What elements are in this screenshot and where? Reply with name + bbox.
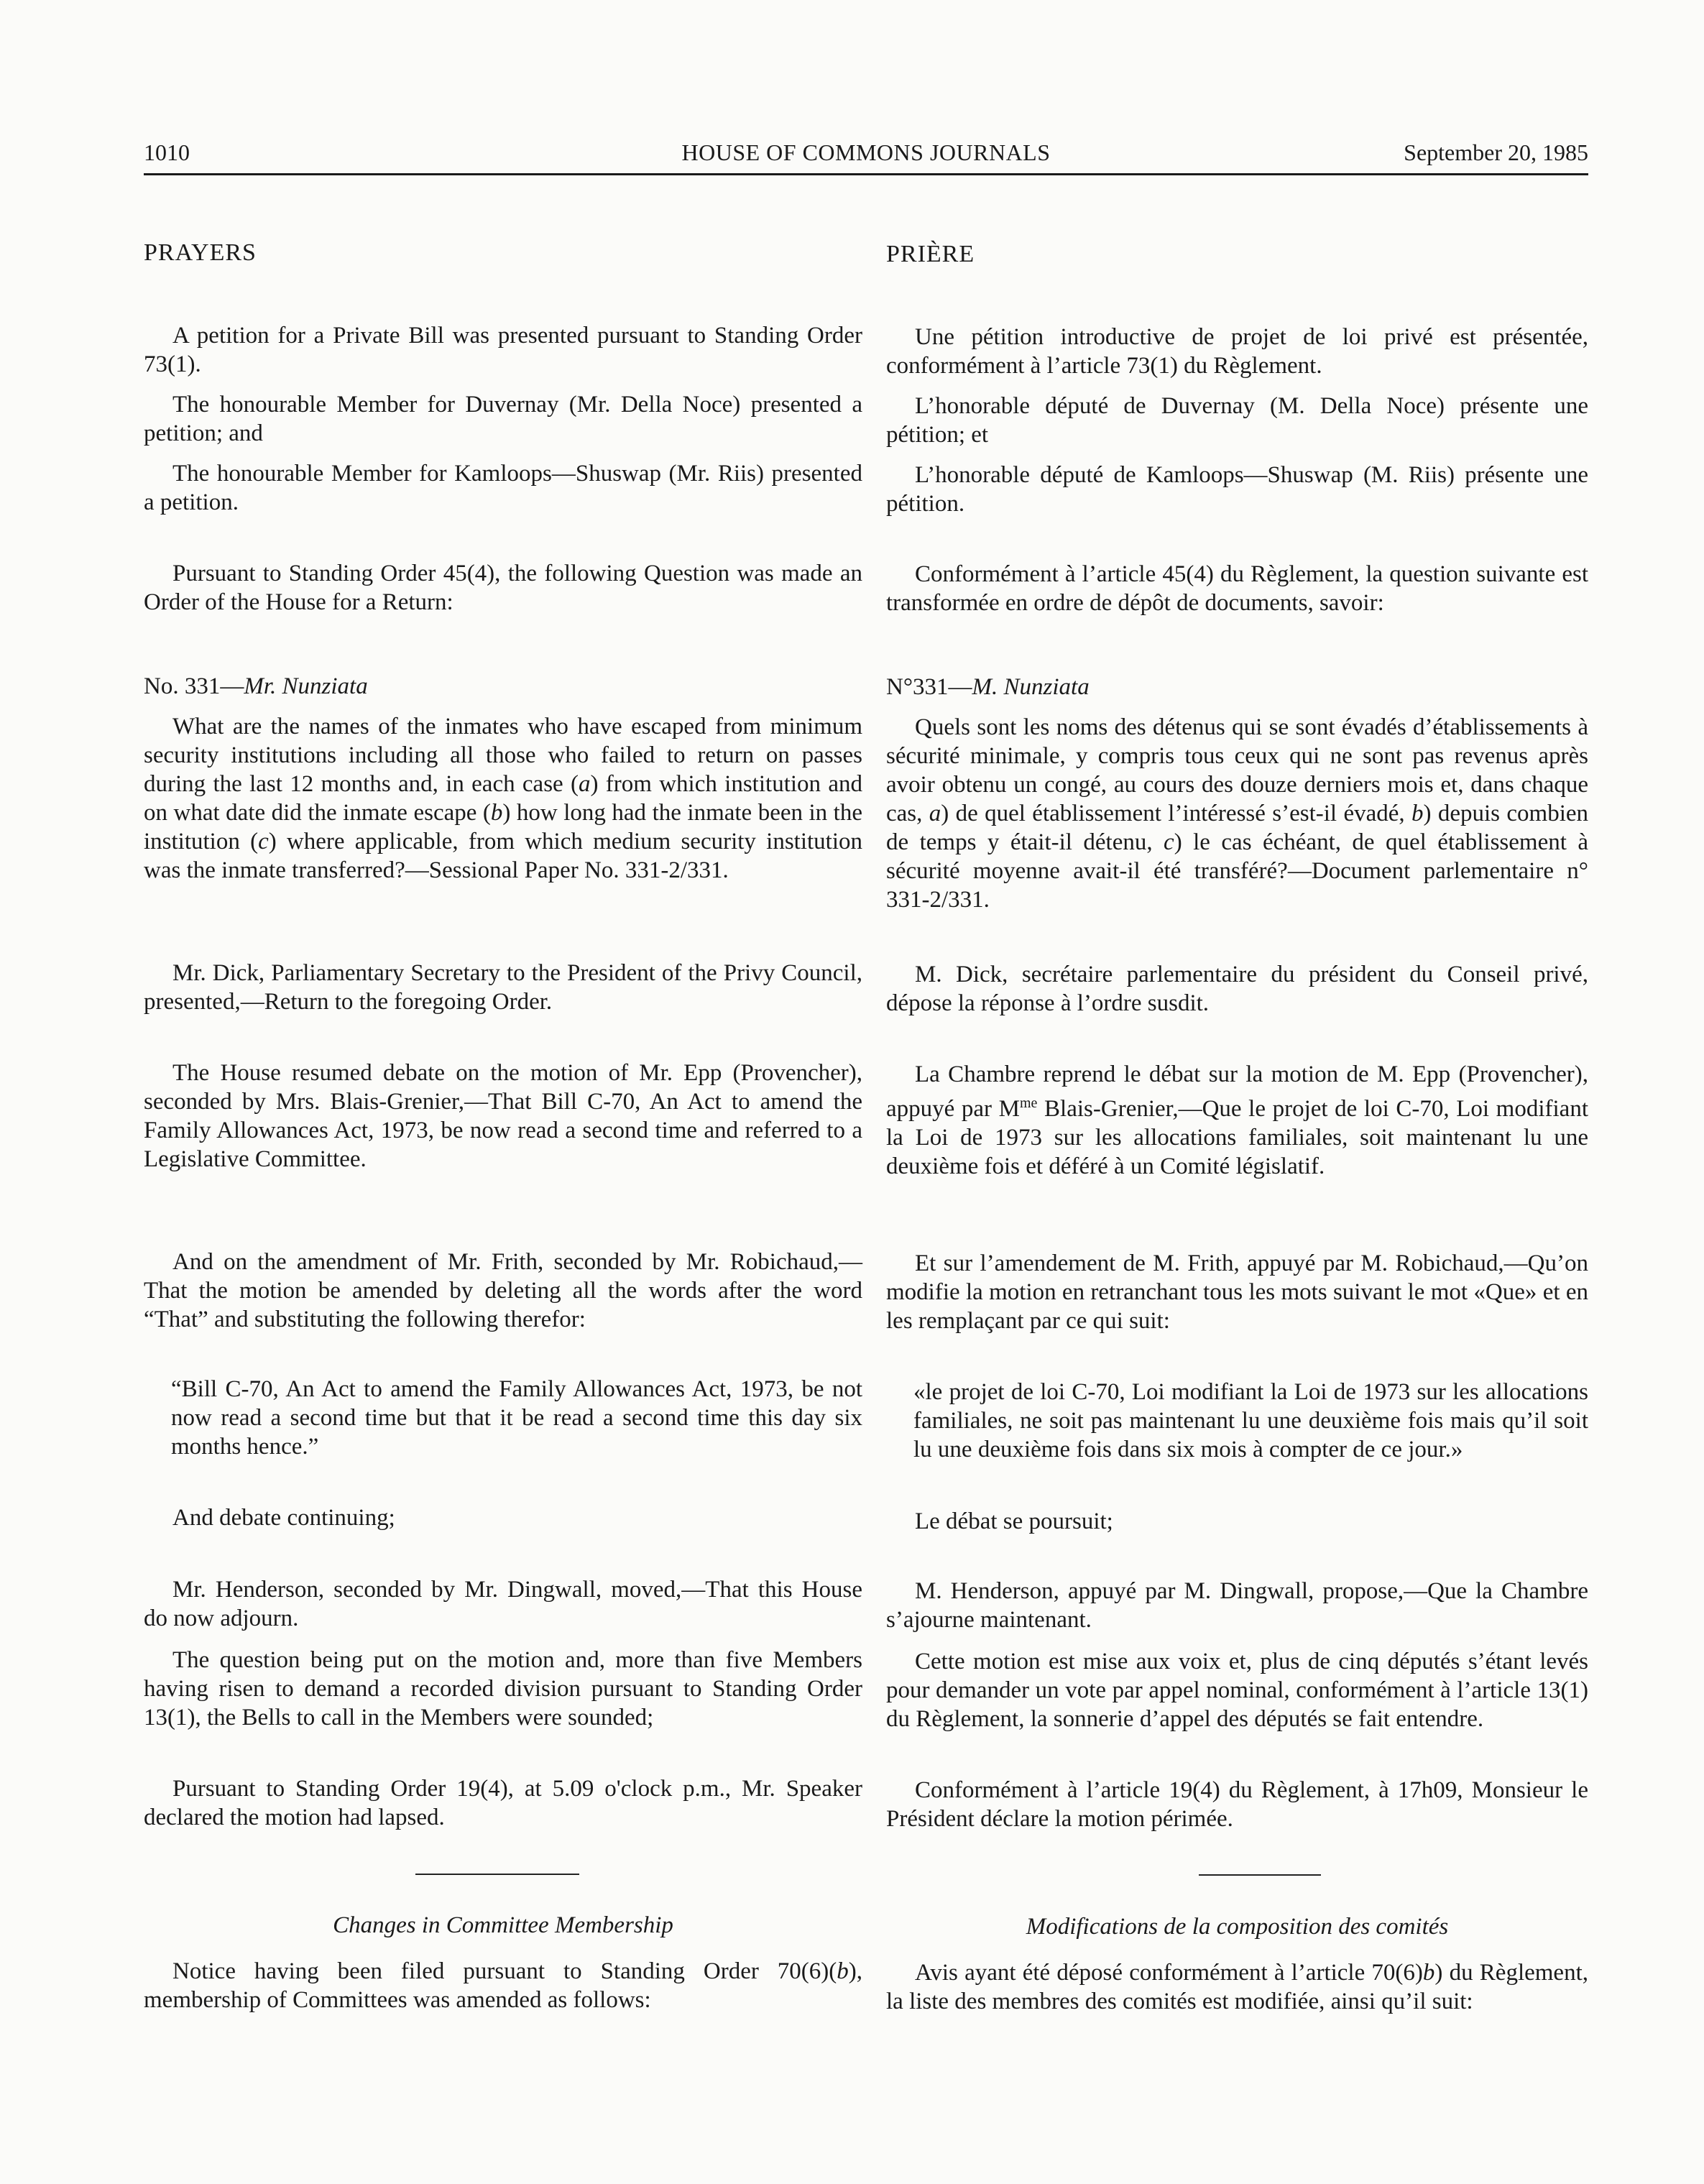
committee-title-fr: Modifications de la composition des comités	[1026, 1914, 1449, 1940]
question-text: What are the names of the inmates who have escaped from minimum security institutions including all those who failed to return on passes during the last 12 months and, in each case (a) from which institution and on what date did the inmate escape (b) how long had the inmate been in the institution (c) where applicable, from which medium security institution was the inmate transferred?—Sessional Paper No. 331-2/331.	[144, 714, 863, 883]
petition-intro-fr: Une pétition introductive de projet de loi privé est présentée, conformément à l’article 73(1) du Règlement.	[886, 324, 1588, 379]
petition-duvernay: The honourable Member for Duvernay (Mr. Della Noce) presented a petition; and	[144, 392, 862, 446]
adjourn-motion: Mr. Henderson, seconded by Mr. Dingwall, moved,—That this House do now adjourn.	[144, 1577, 862, 1631]
amendment-quote: “Bill C-70, An Act to amend the Family Allowances Act, 1973, be not now read a second time but that it be read a second time this day six months hence.”	[171, 1376, 862, 1460]
recorded-division-fr: Cette motion est mise aux voix et, plus de cinq députés s’étant levés pour demander un vote par appel nominal, conformément à l’article 13(1) du Règlement, la sonnerie d’appel des députés se fait entendre.	[886, 1649, 1588, 1732]
question-intro: Pursuant to Standing Order 45(4), the following Question was made an Order of the House for a Return:	[144, 561, 862, 615]
header-rule	[144, 173, 1588, 175]
amendment-quote-fr: «le projet de loi C-70, Loi modifiant la Loi de 1973 sur les allocations familiales, ne soit pas maintenant lu une deuxième fois mais qu’il soit lu une deuxième fois dans six mois à compter de ce jour.»	[913, 1379, 1588, 1462]
petition-intro: A petition for a Private Bill was presented pursuant to Standing Order 73(1).	[144, 323, 862, 377]
page-header	[144, 139, 1588, 171]
debate-continuing-fr: Le débat se poursuit;	[915, 1508, 1113, 1534]
section-heading-priere: PRIÈRE	[886, 241, 975, 267]
motion-lapsed: Pursuant to Standing Order 19(4), at 5.09 o'clock p.m., Mr. Speaker declared the motion had lapsed.	[144, 1776, 862, 1830]
question-number-fr: N°331—M. Nunziata	[886, 674, 1090, 700]
petition-kamloops: The honourable Member for Kamloops—Shuswap (Mr. Riis) presented a petition.	[144, 461, 862, 515]
question-intro-fr: Conformément à l’article 45(4) du Règlement, la question suivante est transformée en ordre de dépôt de documents, savoir:	[886, 561, 1588, 616]
committee-notice-fr: Avis ayant été déposé conformément à l’article 70(6)b) du Règlement, la liste des membres des comités est modifiée, ainsi qu’il suit:	[886, 1960, 1588, 2014]
committee-notice: Notice having been filed pursuant to Standing Order 70(6)(b), membership of Committees was amended as follows:	[144, 1958, 862, 2013]
amendment-text: And on the amendment of Mr. Frith, seconded by Mr. Robichaud,—That the motion be amended by deleting all the words after the word “That” and substituting the following therefor:	[144, 1249, 862, 1332]
committee-title: Changes in Committee Membership	[333, 1912, 673, 1938]
debate-resumed-fr: La Chambre reprend le débat sur la motion de M. Epp (Provencher), appuyé par $M^{me}$ Blais-Grenier,—Que le projet de loi C-70, Loi modifiant la Loi de 1973 sur les allocations familiales, soit maintenant lu une deuxième fois et déféré à un Comité législatif.	[886, 1061, 1588, 1179]
page-number: 1010	[144, 139, 190, 165]
section-divider-fr	[1199, 1874, 1321, 1876]
debate-resumed: The House resumed debate on the motion of Mr. Epp (Provencher), seconded by Mrs. Blais-Grenier,—That Bill C-70, An Act to amend the Family Allowances Act, 1973, be now read a second time and referred to a Legislative Committee.	[144, 1060, 862, 1172]
debate-continuing: And debate continuing;	[172, 1505, 395, 1531]
return-presented-fr: M. Dick, secrétaire parlementaire du président du Conseil privé, dépose la réponse à l’ordre susdit.	[886, 962, 1588, 1016]
question-number: No. 331—Mr. Nunziata	[144, 673, 368, 699]
journal-date: September 20, 1985	[1404, 139, 1588, 165]
journal-title: HOUSE OF COMMONS JOURNALS	[681, 139, 1051, 165]
return-presented: Mr. Dick, Parliamentary Secretary to the President of the Privy Council, presented,—Return to the foregoing Order.	[144, 960, 862, 1015]
section-heading-prayers: PRAYERS	[144, 239, 257, 266]
section-divider	[415, 1874, 579, 1875]
petition-kamloops-fr: L’honorable député de Kamloops—Shuswap (M. Riis) présente une pétition.	[886, 462, 1588, 517]
adjourn-motion-fr: M. Henderson, appuyé par M. Dingwall, propose,—Que la Chambre s’ajourne maintenant.	[886, 1578, 1588, 1633]
question-text-fr: Quels sont les noms des détenus qui se sont évadés d’établissements à sécurité minimale, y compris tous ceux qui ne sont pas revenus après avoir obtenu un congé, au cours des douze derniers mois et, dans chaque cas, a) de quel établissement l’intéressé s’est-il évadé, b) depuis combien de temps y était-il détenu, c) le cas échéant, de quel établissement à sécurité moyenne avait-il été transféré?—Document parlementaire n° 331-2/331.	[886, 714, 1589, 913]
recorded-division: The question being put on the motion and, more than five Members having risen to demand a recorded division pursuant to Standing Order 13(1), the Bells to call in the Members were sounded;	[144, 1647, 862, 1731]
petition-duvernay-fr: L’honorable député de Duvernay (M. Della Noce) présente une pétition; et	[886, 393, 1588, 448]
amendment-text-fr: Et sur l’amendement de M. Frith, appuyé par M. Robichaud,—Qu’on modifie la motion en retranchant tous les mots suivant le mot «Que» et en les remplaçant par ce qui suit:	[886, 1250, 1588, 1334]
motion-lapsed-fr: Conformément à l’article 19(4) du Règlement, à 17h09, Monsieur le Président déclare la motion périmée.	[886, 1777, 1588, 1832]
